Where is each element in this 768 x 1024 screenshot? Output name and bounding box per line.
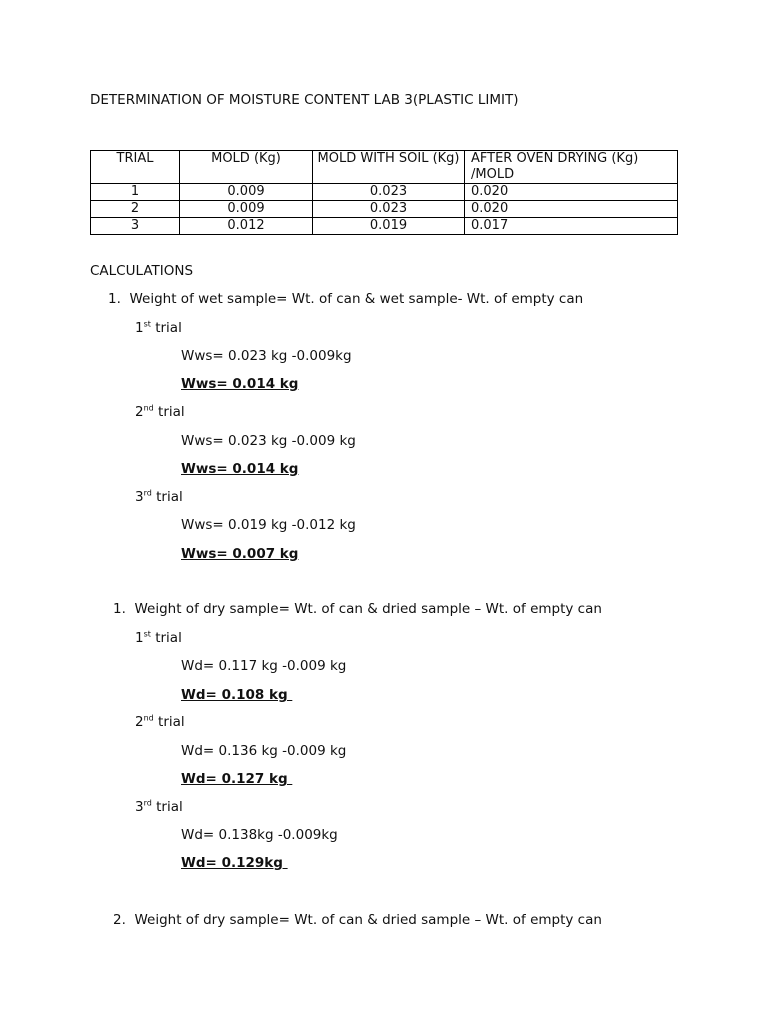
section-text: Weight of dry sample= Wt. of can & dried sample – Wt. of empty can — [134, 601, 602, 617]
list-number: 1. — [108, 291, 121, 307]
trial-label: 2nd trial — [135, 713, 185, 730]
section-text: Weight of dry sample= Wt. of can & dried sample – Wt. of empty can — [134, 912, 602, 928]
table-cell: 1 — [91, 184, 180, 201]
section-item-dry-sample — [113, 601, 602, 617]
table-cell: 0.020 — [465, 201, 678, 218]
page-title: DETERMINATION OF MOISTURE CONTENT LAB 3(PLASTIC LIMIT) — [90, 92, 519, 108]
result-line: Wws= 0.014 kg — [181, 376, 299, 392]
table-row — [91, 201, 678, 218]
list-number: 2. — [113, 912, 126, 928]
table-header-row — [91, 151, 678, 184]
table-header-cell: MOLD (Kg) — [180, 151, 313, 184]
table-header-cell: MOLD WITH SOIL (Kg) — [313, 151, 465, 184]
table-cell: 0.012 — [180, 218, 313, 235]
table-row — [91, 218, 678, 235]
table-cell: 0.019 — [313, 218, 465, 235]
formula-line: Wd= 0.117 kg -0.009 kg — [181, 658, 347, 674]
result-line: Wws= 0.014 kg — [181, 461, 299, 477]
table-cell: 0.009 — [180, 184, 313, 201]
calculations-heading: CALCULATIONS — [90, 263, 194, 279]
list-number: 1. — [113, 601, 126, 617]
formula-line: Wws= 0.019 kg -0.012 kg — [181, 517, 356, 533]
table-cell: 2 — [91, 201, 180, 218]
trial-label: 3rd trial — [135, 798, 183, 815]
table-cell: 3 — [91, 218, 180, 235]
section-item-dry-sample-2 — [113, 912, 602, 928]
section-text: Weight of wet sample= Wt. of can & wet sample- Wt. of empty can — [129, 291, 584, 307]
result-line: Wd= 0.129kg — [181, 855, 288, 871]
table-cell: 0.023 — [313, 201, 465, 218]
formula-line: Wws= 0.023 kg -0.009kg — [181, 348, 352, 364]
table-cell: 0.023 — [313, 184, 465, 201]
trial-label: 2nd trial — [135, 403, 185, 420]
formula-line: Wd= 0.138kg -0.009kg — [181, 827, 338, 843]
table-header-cell: AFTER OVEN DRYING (Kg) /MOLD — [465, 151, 678, 184]
table-cell: 0.009 — [180, 201, 313, 218]
trial-label: 1st trial — [135, 629, 182, 646]
formula-line: Wws= 0.023 kg -0.009 kg — [181, 433, 356, 449]
trial-label: 3rd trial — [135, 488, 183, 505]
formula-line: Wd= 0.136 kg -0.009 kg — [181, 743, 347, 759]
result-line: Wws= 0.007 kg — [181, 546, 299, 562]
results-table — [90, 150, 678, 235]
result-line: Wd= 0.127 kg — [181, 771, 293, 787]
table-cell: 0.017 — [465, 218, 678, 235]
table-row — [91, 184, 678, 201]
section-item-wet-sample — [108, 291, 583, 307]
table-header-cell: TRIAL — [91, 151, 180, 184]
trial-label: 1st trial — [135, 319, 182, 336]
table-cell: 0.020 — [465, 184, 678, 201]
result-line: Wd= 0.108 kg — [181, 687, 293, 703]
